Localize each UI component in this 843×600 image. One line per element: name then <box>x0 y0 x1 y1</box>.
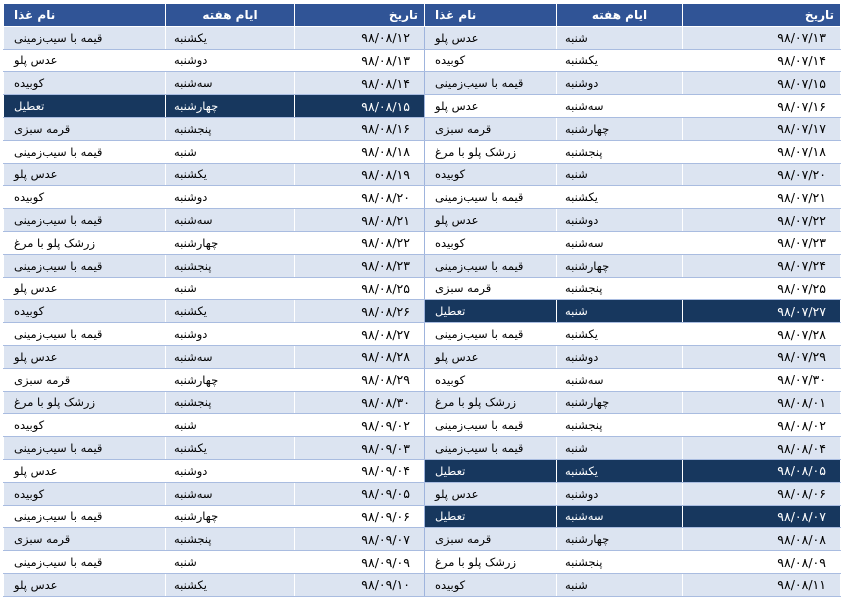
right-date-cell: ۹۸/۰۷/۲۷ <box>683 300 841 323</box>
left-date-cell: ۹۸/۰۹/۰۵ <box>295 482 425 505</box>
table-row <box>4 573 841 596</box>
left-day-cell: پنجشنبه <box>166 117 295 140</box>
left-date-cell: ۹۸/۰۹/۰۲ <box>295 414 425 437</box>
right-date-cell: ۹۸/۰۷/۱۸ <box>683 140 841 163</box>
left-date-cell: ۹۸/۰۸/۳۰ <box>295 391 425 414</box>
left-day-cell: سه‌شنبه <box>166 482 295 505</box>
right-food-cell: عدس پلو <box>425 209 557 232</box>
left-day-cell: چهارشنبه <box>166 95 295 118</box>
header-row <box>4 4 841 27</box>
left-day-cell: شنبه <box>166 277 295 300</box>
right-date-cell: ۹۸/۰۷/۲۴ <box>683 254 841 277</box>
right-date-cell: ۹۸/۰۷/۲۹ <box>683 345 841 368</box>
right-day-cell: سه‌شنبه <box>557 231 683 254</box>
left-food-cell: قیمه با سیب‌زمینی <box>4 254 166 277</box>
right-food-cell: قیمه با سیب‌زمینی <box>425 323 557 346</box>
header-food-left: نام غذا <box>4 4 166 27</box>
header-day-right: ایام هفته <box>557 4 683 27</box>
right-day-cell: پنجشنبه <box>557 277 683 300</box>
left-food-cell: قیمه با سیب‌زمینی <box>4 323 166 346</box>
left-date-cell: ۹۸/۰۸/۲۹ <box>295 368 425 391</box>
right-date-cell: ۹۸/۰۷/۲۳ <box>683 231 841 254</box>
left-food-cell: قرمه سبزی <box>4 528 166 551</box>
left-food-cell: قیمه با سیب‌زمینی <box>4 437 166 460</box>
left-day-cell: سه‌شنبه <box>166 72 295 95</box>
right-date-cell: ۹۸/۰۷/۲۵ <box>683 277 841 300</box>
right-food-cell: کوبیده <box>425 368 557 391</box>
left-day-cell: دوشنبه <box>166 323 295 346</box>
right-food-cell: زرشک پلو با مرغ <box>425 551 557 574</box>
table-row <box>4 163 841 186</box>
left-date-cell: ۹۸/۰۸/۱۶ <box>295 117 425 140</box>
right-date-cell: ۹۸/۰۷/۲۰ <box>683 163 841 186</box>
left-food-cell: قرمه سبزی <box>4 368 166 391</box>
left-food-cell: عدس پلو <box>4 573 166 596</box>
table-body <box>4 26 841 596</box>
table-row <box>4 437 841 460</box>
right-date-cell: ۹۸/۰۷/۲۸ <box>683 323 841 346</box>
right-day-cell: چهارشنبه <box>557 254 683 277</box>
right-day-cell: چهارشنبه <box>557 528 683 551</box>
left-food-cell: قیمه با سیب‌زمینی <box>4 551 166 574</box>
header-food-right: نام غذا <box>425 4 557 27</box>
right-day-cell: پنجشنبه <box>557 551 683 574</box>
right-day-cell: یکشنبه <box>557 186 683 209</box>
header-day-left: ایام هفته <box>166 4 295 27</box>
left-date-cell: ۹۸/۰۸/۱۵ <box>295 95 425 118</box>
left-date-cell: ۹۸/۰۸/۲۶ <box>295 300 425 323</box>
right-food-cell: تعطیل <box>425 459 557 482</box>
left-date-cell: ۹۸/۰۸/۲۳ <box>295 254 425 277</box>
right-food-cell: عدس پلو <box>425 482 557 505</box>
right-day-cell: یکشنبه <box>557 323 683 346</box>
table-row <box>4 95 841 118</box>
table-row <box>4 323 841 346</box>
right-food-cell: قیمه با سیب‌زمینی <box>425 254 557 277</box>
left-food-cell: کوبیده <box>4 72 166 95</box>
left-food-cell: قیمه با سیب‌زمینی <box>4 26 166 49</box>
left-day-cell: یکشنبه <box>166 573 295 596</box>
right-date-cell: ۹۸/۰۸/۰۲ <box>683 414 841 437</box>
right-food-cell: کوبیده <box>425 49 557 72</box>
table-row <box>4 300 841 323</box>
right-date-cell: ۹۸/۰۸/۰۱ <box>683 391 841 414</box>
right-food-cell: عدس پلو <box>425 26 557 49</box>
left-day-cell: یکشنبه <box>166 437 295 460</box>
right-food-cell: قیمه با سیب‌زمینی <box>425 437 557 460</box>
right-day-cell: شنبه <box>557 26 683 49</box>
left-date-cell: ۹۸/۰۹/۰۴ <box>295 459 425 482</box>
right-date-cell: ۹۸/۰۷/۱۶ <box>683 95 841 118</box>
right-date-cell: ۹۸/۰۷/۲۱ <box>683 186 841 209</box>
left-food-cell: تعطیل <box>4 95 166 118</box>
left-food-cell: عدس پلو <box>4 163 166 186</box>
right-food-cell: کوبیده <box>425 573 557 596</box>
right-day-cell: سه‌شنبه <box>557 505 683 528</box>
right-day-cell: شنبه <box>557 573 683 596</box>
left-food-cell: عدس پلو <box>4 277 166 300</box>
left-food-cell: عدس پلو <box>4 345 166 368</box>
menu-schedule-sheet <box>3 3 840 597</box>
header-date-right: تاریخ <box>683 4 841 27</box>
right-day-cell: دوشنبه <box>557 72 683 95</box>
table-row <box>4 414 841 437</box>
table-row <box>4 209 841 232</box>
left-date-cell: ۹۸/۰۸/۱۹ <box>295 163 425 186</box>
left-day-cell: دوشنبه <box>166 49 295 72</box>
left-day-cell: دوشنبه <box>166 459 295 482</box>
table-row <box>4 345 841 368</box>
table-row <box>4 277 841 300</box>
left-date-cell: ۹۸/۰۸/۱۲ <box>295 26 425 49</box>
table-row <box>4 72 841 95</box>
table-row <box>4 231 841 254</box>
left-day-cell: یکشنبه <box>166 163 295 186</box>
table-row <box>4 528 841 551</box>
right-day-cell: پنجشنبه <box>557 414 683 437</box>
table-row <box>4 140 841 163</box>
table-row <box>4 482 841 505</box>
table-row <box>4 551 841 574</box>
table-row <box>4 391 841 414</box>
right-food-cell: قرمه سبزی <box>425 528 557 551</box>
left-date-cell: ۹۸/۰۸/۱۴ <box>295 72 425 95</box>
left-food-cell: زرشک پلو با مرغ <box>4 231 166 254</box>
left-day-cell: دوشنبه <box>166 186 295 209</box>
left-day-cell: یکشنبه <box>166 26 295 49</box>
table-row <box>4 26 841 49</box>
left-date-cell: ۹۸/۰۸/۲۱ <box>295 209 425 232</box>
left-date-cell: ۹۸/۰۸/۲۵ <box>295 277 425 300</box>
left-date-cell: ۹۸/۰۸/۱۳ <box>295 49 425 72</box>
left-date-cell: ۹۸/۰۹/۰۶ <box>295 505 425 528</box>
left-food-cell: قیمه با سیب‌زمینی <box>4 209 166 232</box>
left-day-cell: شنبه <box>166 551 295 574</box>
right-day-cell: شنبه <box>557 300 683 323</box>
right-food-cell: زرشک پلو با مرغ <box>425 140 557 163</box>
right-date-cell: ۹۸/۰۸/۰۵ <box>683 459 841 482</box>
table-row <box>4 117 841 140</box>
right-date-cell: ۹۸/۰۷/۱۵ <box>683 72 841 95</box>
table-row <box>4 49 841 72</box>
right-day-cell: پنجشنبه <box>557 140 683 163</box>
left-food-cell: زرشک پلو با مرغ <box>4 391 166 414</box>
left-food-cell: قیمه با سیب‌زمینی <box>4 505 166 528</box>
left-date-cell: ۹۸/۰۹/۱۰ <box>295 573 425 596</box>
right-date-cell: ۹۸/۰۸/۱۱ <box>683 573 841 596</box>
left-food-cell: کوبیده <box>4 300 166 323</box>
left-food-cell: قیمه با سیب‌زمینی <box>4 140 166 163</box>
right-food-cell: قرمه سبزی <box>425 277 557 300</box>
header-date-left: تاریخ <box>295 4 425 27</box>
right-food-cell: قیمه با سیب‌زمینی <box>425 414 557 437</box>
right-day-cell: سه‌شنبه <box>557 95 683 118</box>
right-date-cell: ۹۸/۰۷/۲۲ <box>683 209 841 232</box>
right-food-cell: قیمه با سیب‌زمینی <box>425 72 557 95</box>
left-day-cell: یکشنبه <box>166 300 295 323</box>
left-food-cell: قرمه سبزی <box>4 117 166 140</box>
right-food-cell: عدس پلو <box>425 345 557 368</box>
right-day-cell: یکشنبه <box>557 459 683 482</box>
right-date-cell: ۹۸/۰۸/۰۶ <box>683 482 841 505</box>
right-day-cell: دوشنبه <box>557 482 683 505</box>
left-date-cell: ۹۸/۰۸/۲۸ <box>295 345 425 368</box>
right-day-cell: شنبه <box>557 163 683 186</box>
right-date-cell: ۹۸/۰۷/۱۷ <box>683 117 841 140</box>
left-day-cell: چهارشنبه <box>166 231 295 254</box>
right-food-cell: تعطیل <box>425 300 557 323</box>
left-date-cell: ۹۸/۰۹/۰۳ <box>295 437 425 460</box>
right-food-cell: کوبیده <box>425 231 557 254</box>
right-day-cell: شنبه <box>557 437 683 460</box>
right-date-cell: ۹۸/۰۸/۰۹ <box>683 551 841 574</box>
table-row <box>4 254 841 277</box>
left-food-cell: عدس پلو <box>4 49 166 72</box>
right-date-cell: ۹۸/۰۸/۰۷ <box>683 505 841 528</box>
right-date-cell: ۹۸/۰۷/۱۴ <box>683 49 841 72</box>
right-date-cell: ۹۸/۰۸/۰۸ <box>683 528 841 551</box>
right-day-cell: یکشنبه <box>557 49 683 72</box>
left-day-cell: پنجشنبه <box>166 528 295 551</box>
right-date-cell: ۹۸/۰۸/۰۴ <box>683 437 841 460</box>
left-food-cell: کوبیده <box>4 414 166 437</box>
right-food-cell: عدس پلو <box>425 95 557 118</box>
left-date-cell: ۹۸/۰۸/۲۰ <box>295 186 425 209</box>
left-food-cell: عدس پلو <box>4 459 166 482</box>
menu-table <box>3 3 841 597</box>
right-day-cell: دوشنبه <box>557 345 683 368</box>
right-day-cell: سه‌شنبه <box>557 368 683 391</box>
left-date-cell: ۹۸/۰۹/۰۷ <box>295 528 425 551</box>
left-day-cell: چهارشنبه <box>166 368 295 391</box>
right-food-cell: کوبیده <box>425 163 557 186</box>
right-food-cell: تعطیل <box>425 505 557 528</box>
right-food-cell: قرمه سبزی <box>425 117 557 140</box>
right-food-cell: قیمه با سیب‌زمینی <box>425 186 557 209</box>
right-day-cell: چهارشنبه <box>557 391 683 414</box>
left-day-cell: پنجشنبه <box>166 254 295 277</box>
left-food-cell: کوبیده <box>4 482 166 505</box>
left-date-cell: ۹۸/۰۹/۰۹ <box>295 551 425 574</box>
table-row <box>4 368 841 391</box>
table-row <box>4 505 841 528</box>
left-day-cell: شنبه <box>166 414 295 437</box>
left-food-cell: کوبیده <box>4 186 166 209</box>
right-food-cell: زرشک پلو با مرغ <box>425 391 557 414</box>
table-row <box>4 459 841 482</box>
left-day-cell: سه‌شنبه <box>166 345 295 368</box>
left-date-cell: ۹۸/۰۸/۲۷ <box>295 323 425 346</box>
left-day-cell: چهارشنبه <box>166 505 295 528</box>
left-day-cell: پنجشنبه <box>166 391 295 414</box>
left-date-cell: ۹۸/۰۸/۱۸ <box>295 140 425 163</box>
table-row <box>4 186 841 209</box>
left-day-cell: سه‌شنبه <box>166 209 295 232</box>
right-day-cell: دوشنبه <box>557 209 683 232</box>
left-date-cell: ۹۸/۰۸/۲۲ <box>295 231 425 254</box>
left-day-cell: شنبه <box>166 140 295 163</box>
right-date-cell: ۹۸/۰۷/۳۰ <box>683 368 841 391</box>
right-day-cell: چهارشنبه <box>557 117 683 140</box>
right-date-cell: ۹۸/۰۷/۱۳ <box>683 26 841 49</box>
